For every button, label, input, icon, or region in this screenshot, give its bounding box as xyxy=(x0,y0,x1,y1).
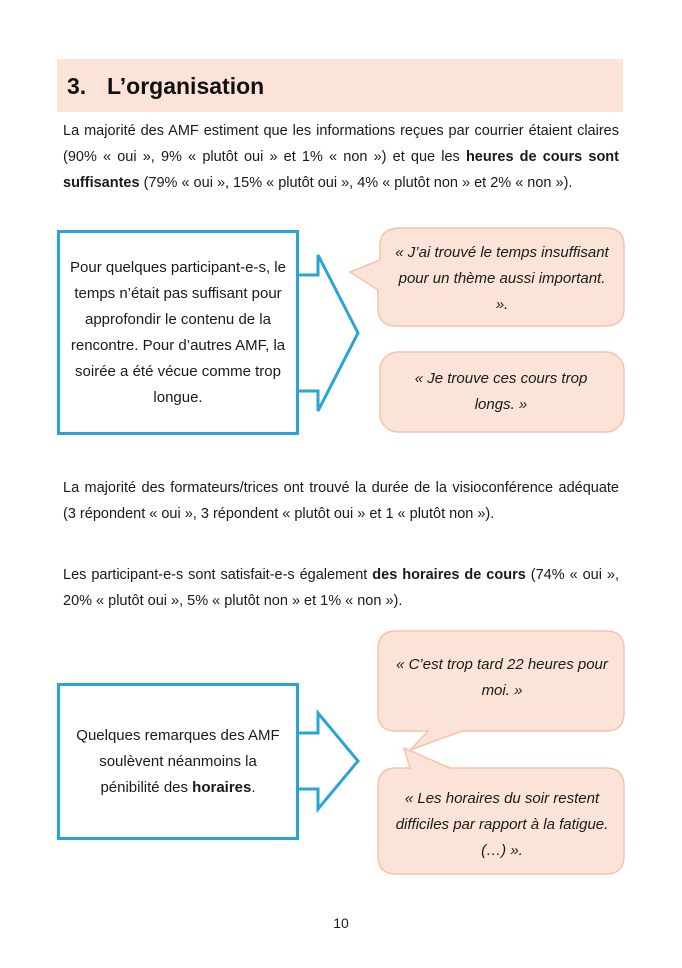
paragraph-bold: des horaires de cours xyxy=(372,567,526,583)
section-number: 3. xyxy=(67,73,87,99)
quote-3: « C’est trop tard 22 heures pour moi. » xyxy=(396,656,608,699)
summary-text-1: Pour quelques participant-e-s, le temps n’était pas suffisant pour approfondir le contenu de la rencontre. Pour d’autres AMF, la soirée a été vécue comme trop longue. xyxy=(70,258,286,406)
paragraph-text: La majorité des AMF estiment que les informations reçues par courrier étaient claires (90% « oui », 9% « plutôt oui » et 1% « non ») et que les xyxy=(63,123,619,165)
summary-text-bold: horaires xyxy=(192,778,252,796)
quote-1: « J’ai trouvé le temps insuffisant pour un thème aussi important. ». xyxy=(395,244,609,313)
paragraph-text: (74% « oui », 20% « plutôt oui », 5% « plutôt non » et 1% « non »). xyxy=(63,567,619,609)
paragraph-visioconference: La majorité des formateurs/trices ont trouvé la durée de la visioconférence adéquate (3 répondent « oui », 3 répondent « plutôt oui » et 1 « plutôt non »). xyxy=(63,480,619,522)
quote-4: « Les horaires du soir restent difficiles par rapport à la fatigue. (…) ». xyxy=(395,790,609,859)
paragraph-text: Les participant-e-s sont satisfait-e-s également xyxy=(63,567,373,583)
summary-text-part: Quelques remarques des AMF soulèvent néanmoins la pénibilité des xyxy=(76,726,280,796)
summary-text-part: . xyxy=(251,778,256,796)
paragraph-bold: heures de cours sont suffisantes xyxy=(63,149,619,191)
section-title: L’organisation xyxy=(107,73,265,99)
paragraph-text: (79% « oui », 15% « plutôt oui », 4% « plutôt non » et 2% « non »). xyxy=(139,175,573,191)
quote-2: « Je trouve ces cours trop longs. » xyxy=(414,370,588,413)
page-number: 10 xyxy=(333,915,349,931)
